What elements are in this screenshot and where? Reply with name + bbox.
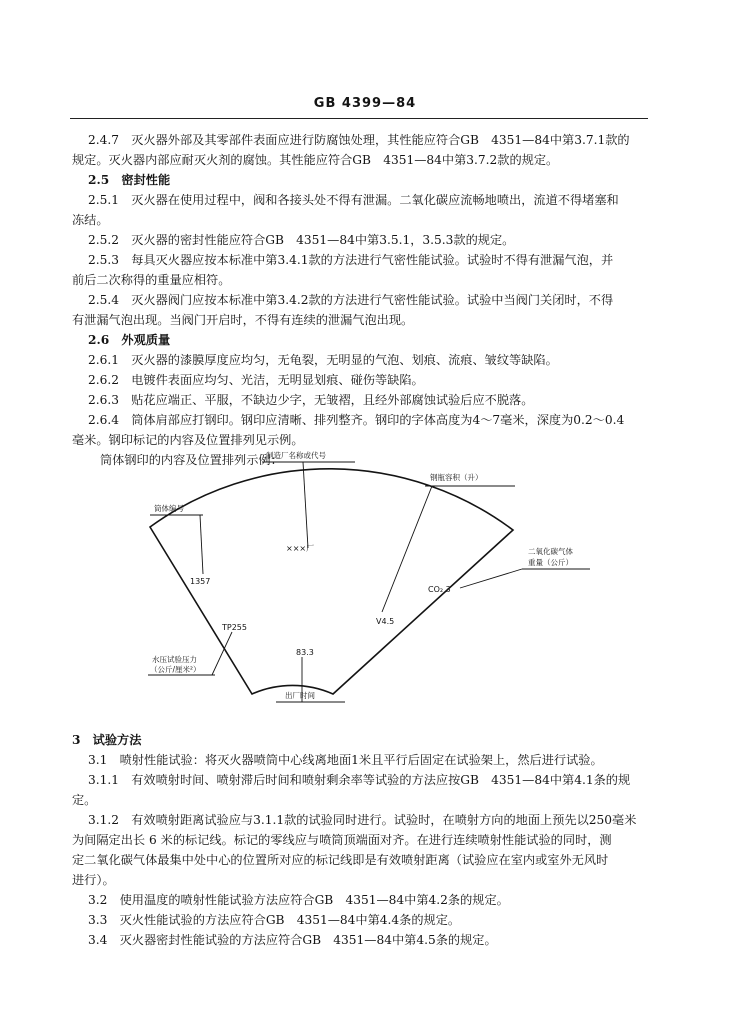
mark-serial: 1357: [190, 577, 211, 586]
mark-date: 83.3: [296, 648, 314, 657]
clause-2-6-4-cont: 毫米。钢印标记的内容及位置排列见示例。: [72, 433, 304, 447]
clause-2-6-2: 2.6.2 电镀件表面应均匀、光洁，无明显划痕、碰伤等缺陷。: [88, 373, 424, 387]
leader-maker-down: [303, 462, 308, 548]
clause-3-4: 3.4 灭火器密封性能试验的方法应符合GB 4351—84中第4.5条的规定。: [88, 933, 497, 947]
clause-2-5-3: 2.5.3 每具灭火器应按本标准中第3.4.1款的方法进行气密性能试验。试验时不得有泄漏气泡，并: [88, 253, 614, 267]
label-date: 出厂时间: [285, 691, 315, 700]
label-co2-weight-1: 二氧化碳气体: [528, 547, 573, 556]
clause-2-4-7: 2.4.7 灭火器外部及其零部件表面应进行防腐蚀处理，其性能应符合GB 4351—84中第3.7.1款的: [88, 133, 630, 147]
label-pressure-1: 水压试验压力: [152, 655, 197, 664]
leader-serial-down: [200, 515, 203, 574]
clause-2-5-1: 2.5.1 灭火器在使用过程中，阀和各接头处不得有泄漏。二氧化碳应流畅地喷出，流道不得堵塞和: [88, 193, 619, 207]
clause-3-1-2-cont-3: 进行）。: [72, 873, 115, 887]
mark-maker: ×××厂: [286, 544, 315, 553]
leader-pressure-up: [212, 632, 232, 675]
leader-co2-diag: [460, 569, 522, 588]
clause-3-1: 3.1 喷射性能试验：将灭火器喷筒中心线离地面1米且平行后固定在试验架上，然后进行试验。: [88, 753, 603, 767]
header-rule: [70, 118, 648, 119]
label-volume: 钢瓶容积（升）: [430, 473, 483, 482]
clause-3-2: 3.2 使用温度的喷射性能试验方法应符合GB 4351—84中第4.2条的规定。: [88, 893, 509, 907]
clause-3-1-2-cont-1: 为间隔定出长 6 米的标记线。标记的零线应与喷筒顶端面对齐。在进行连续喷射性能试验的同时，测: [72, 833, 612, 847]
clause-2-5-1-cont: 冻结。: [72, 213, 109, 227]
clause-2-5-3-cont: 前后二次称得的重量应相符。: [72, 273, 231, 287]
example-caption: 筒体钢印的内容及位置排列示例：: [100, 453, 283, 467]
page-header: GB 4399—84: [313, 96, 417, 111]
clause-2-6-4: 2.6.4 筒体肩部应打钢印。钢印应清晰、排列整齐。钢印的字体高度为4～7毫米，深度为0.2～0.4: [88, 413, 625, 427]
clause-2-6-1: 2.6.1 灭火器的漆膜厚度应均匀，无龟裂，无明显的气泡、划痕、流痕、皱纹等缺陷。: [88, 353, 558, 367]
mark-volume: V4.5: [376, 617, 395, 626]
label-pressure-2: （公斤/厘米²）: [150, 665, 201, 674]
clause-3-1-2: 3.1.2 有效喷射距离试验应与3.1.1款的试验同时进行。试验时，在喷射方向的地面上预先以250毫米: [88, 813, 637, 827]
clause-2-5-4-cont: 有泄漏气泡出现。当阀门开启时，不得有连续的泄漏气泡出现。: [72, 313, 414, 327]
section-2-5-heading: 2.5 密封性能: [88, 173, 171, 187]
clause-2-5-4: 2.5.4 灭火器阀门应按本标准中第3.4.2款的方法进行气密性能试验。试验中当阀门关闭时，不得: [88, 293, 614, 307]
label-serial: 筒体编号: [154, 504, 184, 513]
label-co2-weight-2: 重量（公斤）: [528, 558, 573, 567]
clause-3-1-2-cont-2: 定二氧化碳气体最集中处中心的位置所对应的标记线即是有效喷射距离（试验应在室内或室外无风时: [72, 853, 609, 867]
clause-2-5-2: 2.5.2 灭火器的密封性能应符合GB 4351—84中第3.5.1，3.5.3款的规定。: [88, 233, 515, 247]
section-3-heading: 3 试验方法: [72, 733, 142, 747]
stamp-layout-figure: [0, 440, 730, 720]
label-maker: 制造厂名称或代号: [266, 451, 326, 460]
mark-test-pressure: TP255: [222, 623, 247, 632]
clause-2-6-3: 2.6.3 贴花应端正、平服，不缺边少字，无皱褶，且经外部腐蚀试验后应不脱落。: [88, 393, 534, 407]
clause-3-1-1-cont: 定。: [72, 793, 97, 807]
section-2-6-heading: 2.6 外观质量: [88, 333, 171, 347]
clause-3-3: 3.3 灭火性能试验的方法应符合GB 4351—84中第4.4条的规定。: [88, 913, 461, 927]
leader-volume-down: [382, 486, 432, 612]
mark-co2: CO₂ 3: [428, 585, 451, 594]
clause-2-4-7-cont: 规定。灭火器内部应耐灭火剂的腐蚀。其性能应符合GB 4351—84中第3.7.2款的规定。: [72, 153, 559, 167]
clause-3-1-1: 3.1.1 有效喷射时间、喷射滞后时间和喷射剩余率等试验的方法应按GB 4351—84中第4.1条的规: [88, 773, 631, 787]
